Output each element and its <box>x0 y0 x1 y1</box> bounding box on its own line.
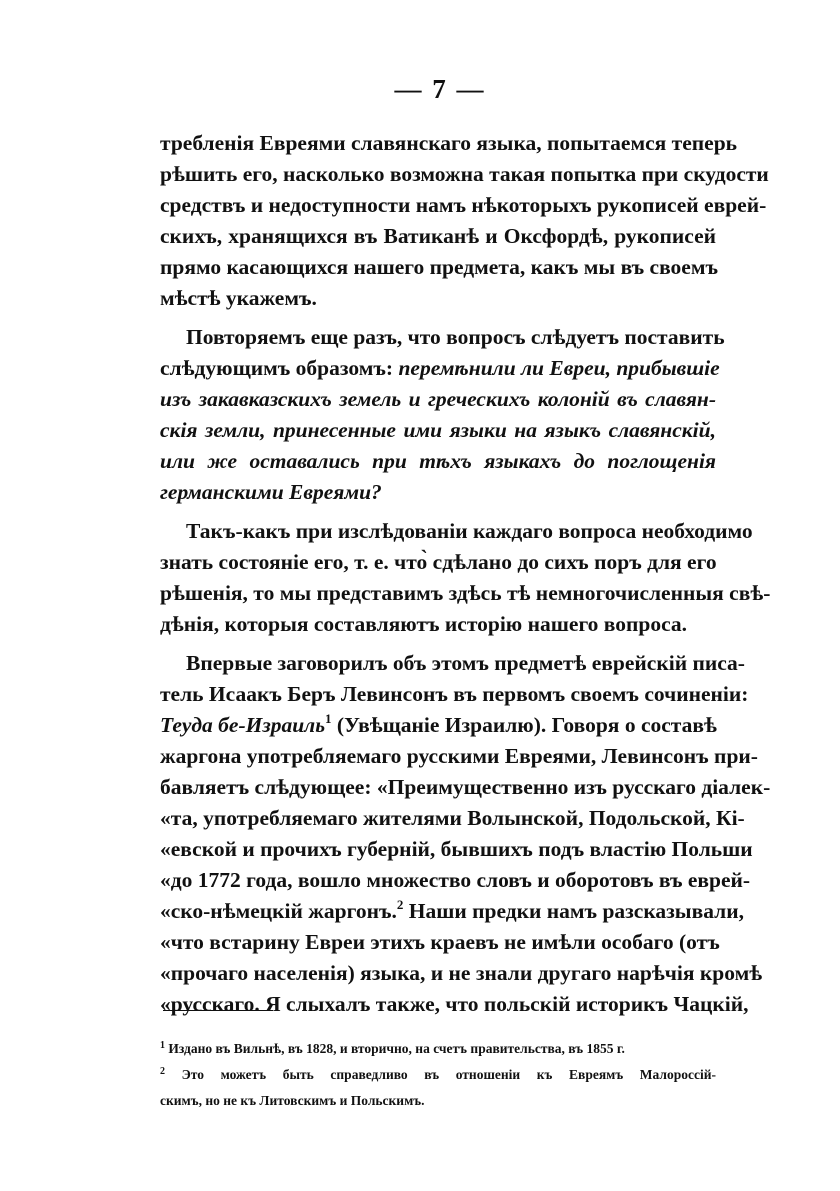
text-line: Впервые заговорилъ объ этомъ предметѣ еврейскій писа- <box>186 651 745 675</box>
italic-question: перемѣнили ли Евреи, прибывшіе <box>398 356 720 380</box>
text-line: бавляетъ слѣдующее: «Преимущественно изъ русскаго діалек- <box>160 775 771 799</box>
text-line <box>160 353 720 384</box>
text-line: «русскаго. Я слыхалъ также, что польскій историкъ Чацкій, <box>160 992 749 1016</box>
italic-question: или же оставались при тѣхъ языкахъ до поглощенія <box>160 449 716 473</box>
footnote-text: Это можетъ быть справедливо въ отношеніи къ Евреямъ Малороссій- <box>181 1067 717 1082</box>
footnote-line <box>160 1036 716 1062</box>
footnote-1 <box>160 1036 716 1062</box>
text-line: прямо касающихся нашего предмета, какъ мы въ своемъ <box>160 255 719 279</box>
footnote-ref-1[interactable]: 1 <box>325 711 332 726</box>
paragraph-4 <box>160 648 771 1020</box>
text-line: рѣшить его, насколько возможна такая попытка при скудости <box>160 162 769 186</box>
text-line: «что встарину Евреи этихъ краевъ не имѣли особаго (отъ <box>160 930 720 954</box>
text-line: «евской и прочихъ губерній, бывшихъ подъ властію Польши <box>160 837 753 861</box>
body-text <box>160 128 771 1020</box>
text-line: Повторяемъ еще разъ, что вопросъ слѣдуетъ поставить <box>186 325 725 349</box>
text-line: требленія Евреями славянскаго языка, попытаемся теперь <box>160 131 738 155</box>
paragraph-2 <box>160 322 725 508</box>
text-line: «та, употребляемаго жителями Волынской, Подольской, Кі- <box>160 806 745 830</box>
text-line <box>160 477 716 508</box>
italic-question: изъ закавказскихъ земель и греческихъ колоній въ славян- <box>160 387 716 411</box>
text-line <box>160 896 744 927</box>
text-line: «до 1772 года, вошло множество словъ и оборотовъ въ еврей- <box>160 868 751 892</box>
text-line: мѣстѣ укажемъ. <box>160 286 317 310</box>
text-line: скихъ, хранящихся въ Ватиканѣ и Оксфордѣ, рукописей <box>160 224 716 248</box>
footnote-line <box>160 1062 716 1088</box>
text-segment: Наши предки намъ разсказывали, <box>408 899 744 923</box>
text-line <box>160 384 716 415</box>
paragraph-3 <box>160 516 771 640</box>
footnotes <box>160 1036 716 1114</box>
text-line: средствъ и недоступности намъ нѣкоторыхъ рукописей еврей- <box>160 193 767 217</box>
footnote-2 <box>160 1062 716 1114</box>
italic-question: скія земли, принесенные ими языки на языкъ славянскій, <box>160 418 716 442</box>
footnote-divider <box>163 1010 273 1011</box>
paragraph-1 <box>160 128 769 314</box>
text-line: тель Исаакъ Беръ Левинсонъ въ первомъ своемъ сочиненіи: <box>160 682 749 706</box>
page-number: — 7 — <box>394 74 486 104</box>
footnote-line: скимъ, но не къ Литовскимъ и Польскимъ. <box>160 1093 425 1108</box>
italic-question: германскими Евреями? <box>160 480 382 504</box>
text-line: жаргона употребляемаго русскими Евреями, Левинсонъ при- <box>160 744 758 768</box>
text-line <box>160 710 716 741</box>
text-line: рѣшенія, то мы представимъ здѣсь тѣ немногочисленныя свѣ- <box>160 581 771 605</box>
footnote-text: Издано въ Вильнѣ, въ 1828, и вторично, на счетъ правительства, въ 1855 г. <box>168 1041 625 1056</box>
text-segment: «ско-нѣмецкій жаргонъ. <box>160 899 397 923</box>
text-line <box>160 415 716 446</box>
footnote-mark: 1 <box>160 1040 165 1051</box>
text-line: знать состояніе его, т. е. что̀ сдѣлано до сихъ поръ для его <box>160 550 717 574</box>
book-title: Теуда бе-Израиль <box>160 713 326 737</box>
footnote-ref-2[interactable]: 2 <box>396 897 404 912</box>
text-line: Такъ-какъ при изслѣдованіи каждаго вопроса необходимо <box>186 519 753 543</box>
text-line: дѣнія, которыя составляютъ исторію нашего вопроса. <box>160 612 688 636</box>
text-segment: слѣдующимъ образомъ: <box>160 356 394 380</box>
footnote-mark: 2 <box>160 1066 165 1077</box>
text-segment: (Увѣщаніе Израилю). Говоря о составѣ <box>336 713 717 737</box>
text-line: «прочаго населенія) языка, и не знали другаго нарѣчія кромѣ <box>160 961 763 985</box>
text-line <box>160 446 716 477</box>
